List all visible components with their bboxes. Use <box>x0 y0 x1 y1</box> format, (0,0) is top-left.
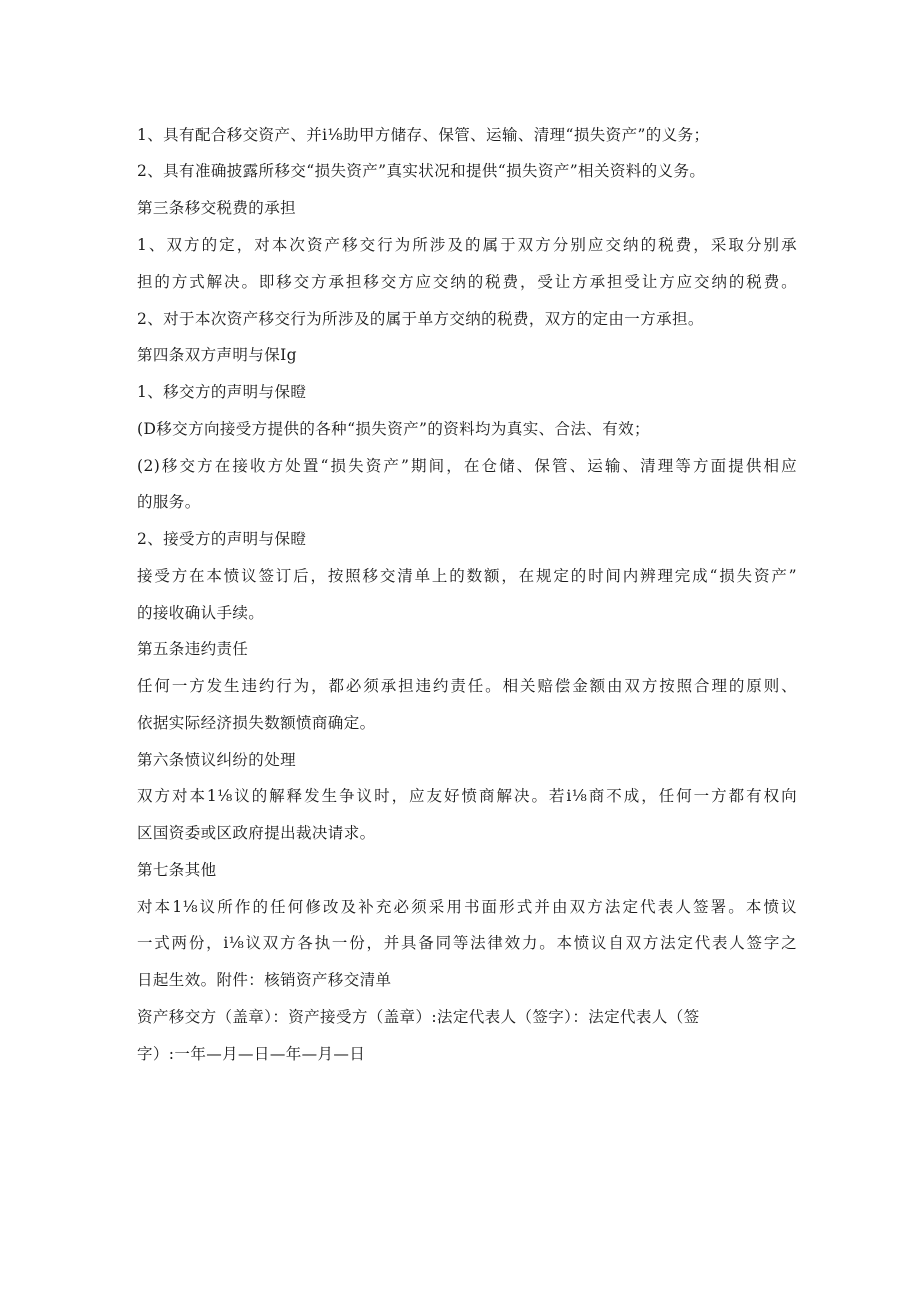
text-line-duty-2: 2、具有准确披露所移交“损失资产”真实状况和提供“损失资产”相关资料的义务。 <box>137 162 706 180</box>
article-3-heading: 第三条移交税费的承担 <box>137 199 297 217</box>
signature-line-a: 资产移交方（盖章）：资产接受方（盖章）:法定代表人（签字）：法定代表人（签 <box>137 1008 700 1026</box>
article-7-heading: 第七条其他 <box>137 861 217 879</box>
article-6-text-a: 双方对本1⅛议的解释发生争议时，应友好愤商解决。若i⅛商不成，任何一方都有权向 <box>137 787 797 805</box>
article-6-text-b: 区国资委或区政府提出裁决请求。 <box>137 824 376 842</box>
article-5-text-b: 依据实际经济损失数额愤商确定。 <box>137 714 376 732</box>
article-4-sub-1: 1、移交方的声明与保瞪 <box>137 383 307 401</box>
article-4-sub-2-text-a: 接受方在本愤议签订后，按照移交清单上的数额，在规定的时间内辨理完成“损失资产” <box>137 567 797 585</box>
article-4-heading: 第四条双方声明与保Ig <box>137 346 297 364</box>
article-7-text-b: 一式两份，i⅛议双方各执一份，并具备同等法律效力。本愤议自双方法定代表人签字之 <box>137 934 797 952</box>
article-7-text-a: 对本1⅛议所作的任何修改及补充必须采用书面形式并由双方法定代表人签署。本愤议 <box>137 898 797 916</box>
article-5-text-a: 任何一方发生违约行为，都必须承担违约责任。相关赔偿金额由双方按照合理的原则、 <box>137 677 797 695</box>
article-5-heading: 第五条违约责任 <box>137 640 249 658</box>
article-3-clause-2: 2、对于本次资产移交行为所涉及的属于单方交纳的税费，双方的定由一方承担。 <box>137 310 704 328</box>
article-4-item-2b: 的服务。 <box>137 493 201 511</box>
article-4-sub-2-text-b: 的接收确认手续。 <box>137 604 265 622</box>
text-line-duty-1: 1、具有配合移交资产、并i⅛助甲方储存、保管、运输、清理“损失资产”的义务； <box>137 126 710 144</box>
article-3-clause-1a: 1、双方的定，对本次资产移交行为所涉及的属于双方分别应交纳的税费，采取分别承 <box>137 236 797 254</box>
article-4-sub-2: 2、接受方的声明与保瞪 <box>137 530 307 548</box>
article-6-heading: 第六条愤议纠纷的处理 <box>137 751 297 769</box>
article-7-text-c: 日起生效。附件：核销资产移交清单 <box>137 971 392 989</box>
signature-line-b: 字）:一年—月—日—年—月—日 <box>137 1045 366 1063</box>
article-4-item-2a: (2)移交方在接收方处置“损失资产”期间，在仓储、保管、运输、清理等方面提供相应 <box>137 457 797 475</box>
article-3-clause-1b: 担的方式解决。即移交方承担移交方应交纳的税费，受让方承担受让方应交纳的税费。 <box>137 273 797 291</box>
article-4-item-1: (D移交方向接受方提供的各种“损失资产”的资料均为真实、合法、有效； <box>137 420 650 438</box>
